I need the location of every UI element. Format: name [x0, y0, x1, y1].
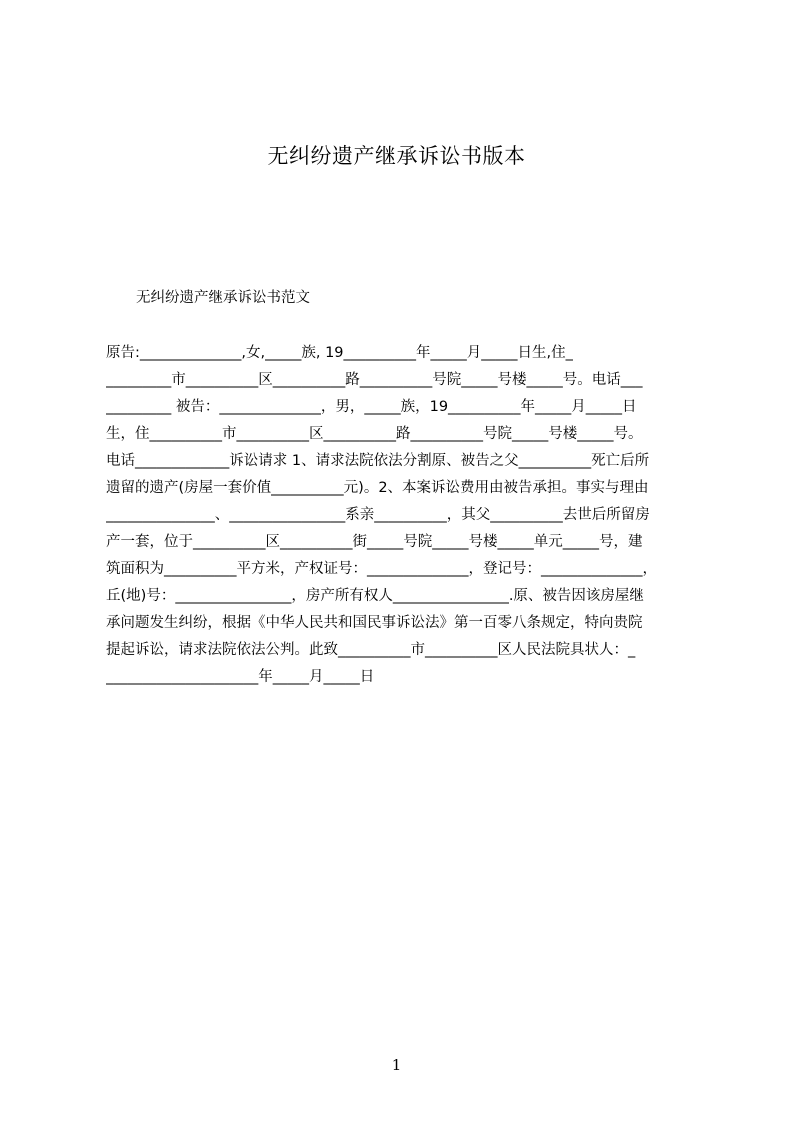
body-line: 承问题发生纠纷，根据《中华人民共和国民事诉讼法》第一百零八条规定，特向贵院 — [106, 615, 643, 631]
body-line: _________ 被告：______________，男，_____族，19__________年_____月_____日 — [106, 399, 637, 415]
body-line: 丘(地)号：________________，房产所有权人________________.原、被告因该房屋继 — [106, 588, 644, 604]
page-number: 1 — [391, 1056, 402, 1074]
body-line: _____________________年_____月_____日 — [106, 669, 375, 685]
document-subtitle: 无纠纷遗产继承诉讼书范文 — [136, 290, 310, 306]
body-line: 提起诉讼，请求法院依法公判。此致__________市__________区人民法院具状人：_ — [106, 642, 636, 658]
body-line: 电话_____________诉讼请求 1、请求法院依法分割原、被告之父__________死亡后所 — [106, 453, 650, 469]
body-line: _________市__________区__________路__________号院_____号楼_____号。电话___ — [106, 372, 643, 388]
body-line: _______________、________________系亲__________，其父__________去世后所留房 — [106, 507, 650, 523]
body-line: 生，住__________市__________区__________路__________号院_____号楼_____号。 — [106, 426, 643, 442]
body-line: 原告:______________,女,_____族, 19__________年_____月_____日生,住_ — [106, 345, 573, 361]
body-line: 产一套，位于__________区__________街_____号院_____号楼_____单元_____号，建 — [106, 534, 643, 550]
body-line: 筑面积为__________平方米，产权证号：______________，登记号：______________， — [106, 561, 657, 577]
document-title: 无纠纷遗产继承诉讼书版本 — [267, 144, 526, 168]
document-body — [106, 340, 698, 691]
body-line: 遗留的遗产(房屋一套价值__________元)。2、本案诉讼费用由被告承担。事实与理由 — [106, 480, 649, 496]
